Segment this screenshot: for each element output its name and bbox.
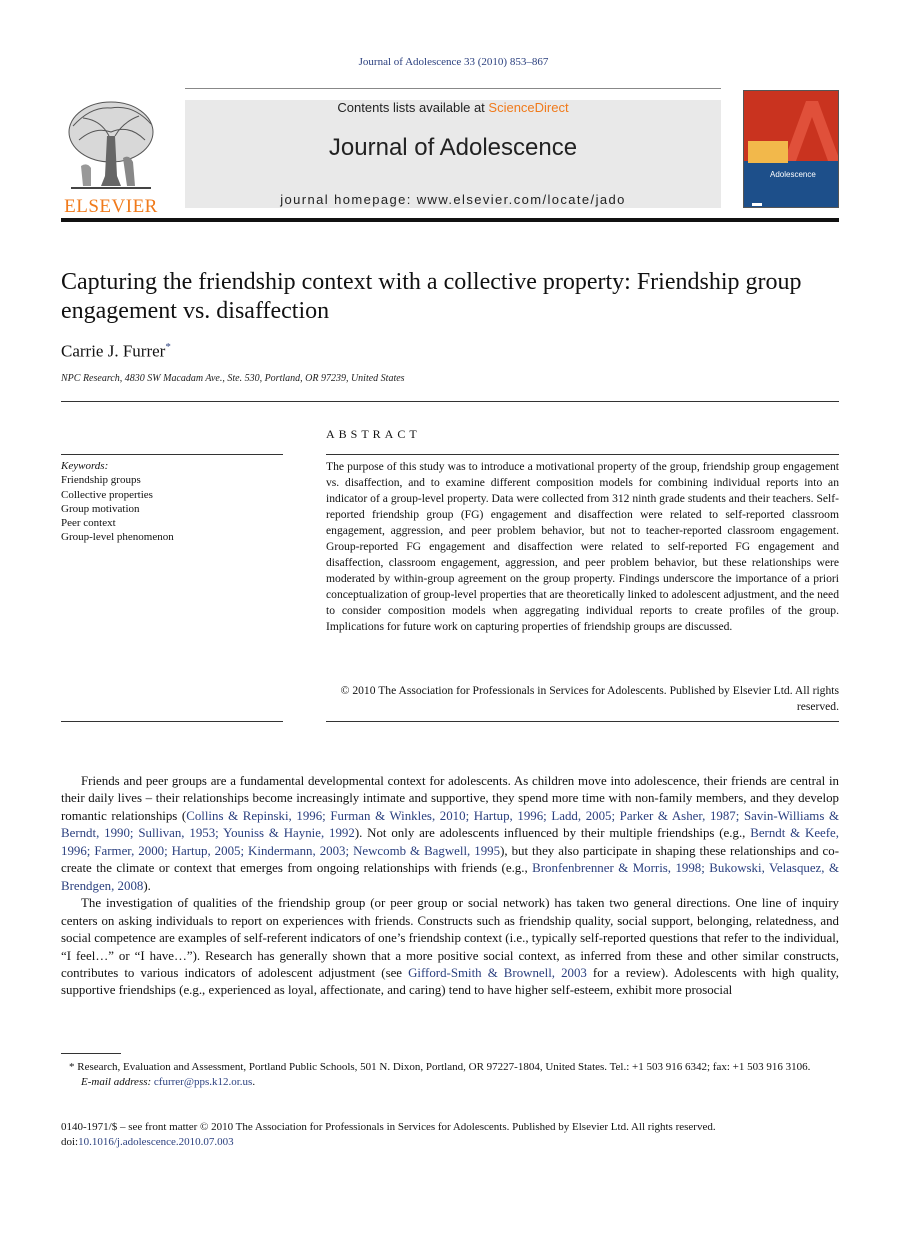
- keyword-item: Collective properties: [61, 488, 153, 501]
- journal-cover-image[interactable]: [743, 90, 839, 208]
- body-text: ), but they also participate in shaping these relationships and co-create the climate or context that emerges from ongoing relationships with friends (e.g.,: [61, 843, 839, 876]
- article-body: [61, 773, 839, 1000]
- keyword-item: Peer context: [61, 517, 116, 530]
- keywords-label: Keywords:: [61, 460, 109, 472]
- front-matter: [61, 1120, 839, 1150]
- keywords-bottom-rule: [61, 721, 283, 722]
- body-text: The investigation of qualities of the friendship group (or peer group or social network) has taken two general directions. One line of inquiry centers on asking individuals to report on experiences with friends. Constructs such as friendship quality, social support, belonging, relatedness, and social competence are examples of self-referent indicators of one’s friendship context (i.e., typically self-reported questions that refer to the individual, “I feel…” or “I have…”). Research has generally shown that a more positive social context, as inferred from these and other similar constructs, contributes to various indicators of adolescent adjustment (see: [61, 896, 839, 980]
- keyword-item: Group motivation: [61, 502, 140, 515]
- sciencedirect-link[interactable]: ScienceDirect: [488, 100, 569, 115]
- header-top-rule: [185, 88, 721, 89]
- section-rule: [61, 401, 839, 402]
- journal-citation[interactable]: Journal of Adolescence 33 (2010) 853–867: [358, 56, 549, 68]
- citation-link[interactable]: Collins & Repinski, 1996; Furman & Winkles, 2010; Hartup, 1996; Ladd, 2005; Parker & Asher, 1987; Savin-Williams & Berndt, 1990; Sullivan, 1953; Youniss & Haynie, 1992: [61, 808, 839, 841]
- author-footnote-marker[interactable]: *: [165, 341, 171, 353]
- cover-title: Adolescence: [770, 170, 816, 179]
- body-text: ). Not only are adolescents influenced by their multiple friendships (e.g.,: [354, 826, 751, 841]
- doi-prefix: doi:: [61, 1136, 79, 1148]
- masthead-rule: [61, 218, 839, 222]
- author-name: [61, 341, 171, 362]
- body-paragraph-1: [61, 773, 839, 895]
- body-paragraph-2: [61, 895, 839, 1000]
- elsevier-logo[interactable]: [61, 96, 161, 217]
- body-text: ).: [143, 878, 151, 893]
- footnote-rule: [61, 1053, 121, 1054]
- keyword-item: Friendship groups: [61, 474, 141, 487]
- journal-homepage[interactable]: journal homepage: www.elsevier.com/locate/jado: [280, 192, 626, 207]
- abstract-top-rule: [326, 454, 839, 455]
- body-text: for a review). Adolescents with high quality, supportive friendships (e.g., experienced as loyal, affectionate, and caring) tend to have higher self-esteem, exhibit more prosocial: [61, 965, 840, 998]
- abstract-heading: ABSTRACT: [326, 427, 421, 441]
- keywords-panel: [61, 459, 283, 545]
- header-box: [185, 100, 721, 208]
- abstract-text: The purpose of this study was to introduce a motivational property of the group, friendship group engagement vs. disaffection, and to examine different composition models for combining individual reports into an indicator of a group-level property. Data were collected from 312 ninth grade students and their teachers. Self-reported friendship group (FG) engagement and disaffection were related to self-reported classroom engagement, aggression, and peer problem behavior, but not to teacher-reported classroom engagement. Group-reported FG engagement and disaffection were related to self-reported FG engagement and disaffection, classroom engagement, aggression, and peer problem behavior, but these relationships were moderated by within-group agreement on the group property. Findings underscore the importance of a priori conceptualization of group-level properties that are theoretically linked to adolescent adjustment, and the need to consider composition models when aggregating individual reports to create profiles of the group. Implications for future work on capturing properties of friendship groups are discussed.: [326, 460, 839, 633]
- citation-link[interactable]: Berndt & Keefe, 1996; Farmer, 2000; Hartup, 2005; Kindermann, 2003; Newcomb & Bagwell, 1995: [61, 826, 840, 858]
- footnote-email: [61, 1075, 839, 1090]
- abstract-bottom-rule: [326, 721, 839, 722]
- email-end: .: [252, 1075, 256, 1088]
- doi-line: [61, 1135, 839, 1150]
- footnote-marker: *: [69, 1061, 75, 1073]
- keywords-top-rule: [61, 454, 283, 455]
- body-text: Friends and peer groups are a fundamental developmental context for adolescents. As children move into adolescence, their friends are central in their daily lives – their relationships become increasingly intimate and supportive, they spend more time with non-family members, and they develop romantic relationships (: [61, 774, 839, 823]
- contents-line: [185, 100, 721, 115]
- elsevier-tree-icon: [61, 96, 161, 196]
- footnote-address: [61, 1060, 839, 1075]
- journal-title: Journal of Adolescence: [328, 134, 578, 161]
- author-footnote: [61, 1060, 839, 1089]
- issn-line: 0140-1971/$ – see front matter © 2010 The Association for Professionals in Services for Adolescents. Published by Elsevier Ltd. All rights reserved.: [61, 1121, 716, 1133]
- journal-cover-icon: [744, 91, 839, 208]
- author-text: Carrie J. Furrer: [61, 341, 166, 361]
- keyword-item: Group-level phenomenon: [61, 531, 174, 544]
- footnote-text: Research, Evaluation and Assessment, Portland Public Schools, 501 N. Dixon, Portland, OR 97227-1804, United States. Tel.: +1 503 916 6342; fax: +1 503 916 3106.: [74, 1061, 811, 1073]
- author-affiliation: NPC Research, 4830 SW Macadam Ave., Ste. 530, Portland, OR 97239, United States: [61, 373, 405, 384]
- journal-masthead: [61, 88, 839, 218]
- citation-link[interactable]: Bronfenbrenner & Morris, 1998; Bukowski, Velasquez, & Brendgen, 2008: [61, 861, 839, 893]
- elsevier-wordmark: ELSEVIER: [64, 196, 158, 217]
- doi-link[interactable]: 10.1016/j.adolescence.2010.07.003: [78, 1136, 234, 1148]
- contents-prefix: Contents lists available at: [337, 100, 489, 115]
- citation-link[interactable]: Gifford-Smith & Brownell, 2003: [408, 965, 587, 980]
- abstract-copyright: © 2010 The Association for Professionals in Services for Adolescents. Published by Elsevier Ltd. All rights reserved.: [340, 684, 839, 713]
- email-label: E-mail address:: [81, 1075, 152, 1088]
- email-link[interactable]: cfurrer@pps.k12.or.us: [153, 1075, 253, 1088]
- article-title: Capturing the friendship context with a collective property: Friendship group engagement vs. disaffection: [61, 269, 802, 324]
